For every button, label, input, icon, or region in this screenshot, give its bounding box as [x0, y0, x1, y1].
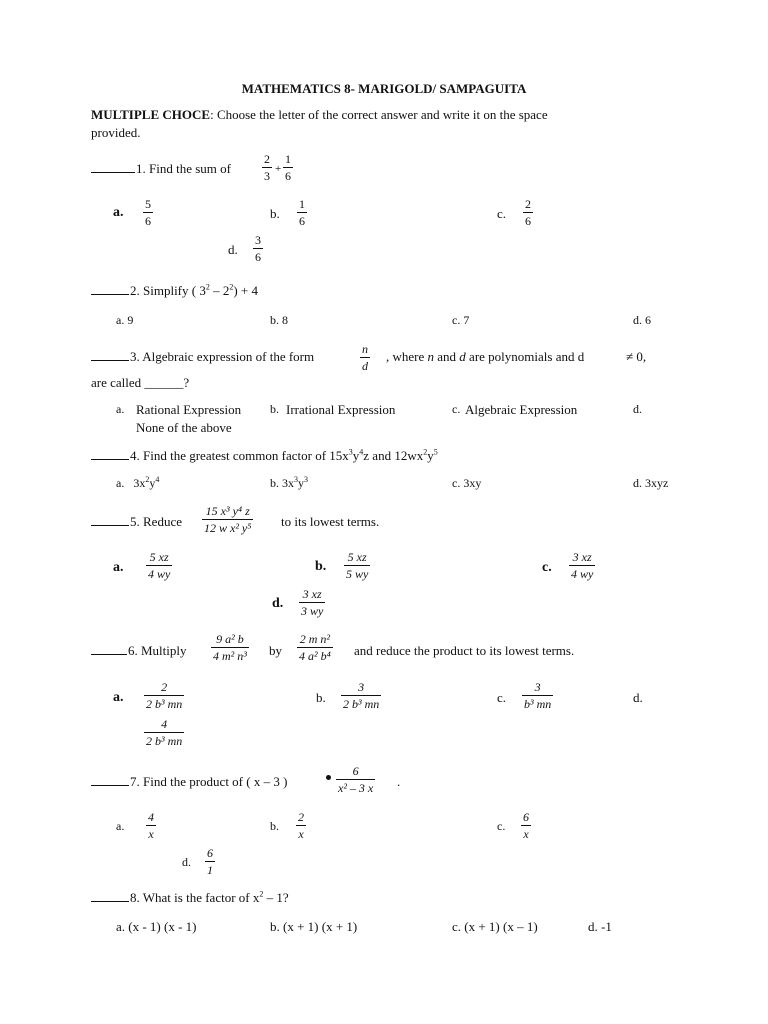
exponent: 2: [423, 447, 428, 457]
q1-option-a[interactable]: [143, 198, 153, 227]
question-3-stem-rest: [386, 350, 584, 363]
denominator: 3: [264, 169, 270, 183]
q7-option-d[interactable]: [205, 847, 215, 876]
text: y: [352, 448, 360, 463]
text: 3xyz: [645, 476, 669, 490]
denominator: 4 a² b⁴: [299, 649, 331, 663]
multiply-dot-icon: [326, 775, 331, 780]
question-1: [91, 162, 231, 175]
q6-option-d-letter: d.: [633, 690, 643, 705]
denominator: 12 w x² y⁵: [204, 521, 252, 535]
denominator: 2 b³ mn: [343, 697, 380, 711]
answer-blank[interactable]: [91, 458, 129, 460]
answer-blank[interactable]: [91, 900, 129, 902]
q7-fraction: [336, 765, 375, 794]
q3-option-d[interactable]: None of the above: [136, 420, 232, 435]
plus-sign: +: [275, 163, 282, 175]
question-2: [91, 284, 258, 297]
denominator: 2 b³ mn: [146, 734, 183, 748]
question-6: [91, 644, 187, 657]
numerator: 2: [264, 152, 270, 166]
by-word: by: [269, 643, 282, 658]
instructions-label: MULTIPLE CHOCE: [91, 107, 211, 122]
denominator: 1: [207, 863, 213, 877]
q7-option-a[interactable]: [146, 811, 156, 840]
question-5-stem-end: to its lowest terms.: [281, 514, 380, 529]
variable-d: d: [459, 349, 466, 364]
q3-option-c[interactable]: Algebraic Expression: [465, 402, 578, 417]
denominator: x: [523, 827, 529, 841]
question-4: [91, 449, 438, 462]
q3-option-b-letter: b.: [270, 402, 279, 416]
q3-option-d-letter: d.: [633, 402, 642, 416]
q6-option-b-letter: b.: [316, 690, 326, 705]
q7-option-c[interactable]: [521, 811, 531, 840]
text: y: [427, 448, 434, 463]
numerator: 3 xz: [572, 550, 592, 564]
denominator: 5 wy: [346, 567, 369, 581]
numerator: 3 xz: [302, 587, 322, 601]
denominator: 6: [299, 214, 305, 228]
numerator: 1: [285, 152, 291, 166]
numerator: 3: [358, 680, 365, 694]
question-6-stem: 6. Multiply: [128, 643, 187, 658]
q8-option-b[interactable]: b. (x + 1) (x + 1): [270, 919, 358, 934]
q4-option-d[interactable]: [633, 477, 668, 489]
exponent: 3: [294, 475, 298, 484]
numerator: 1: [299, 197, 305, 211]
denominator: 6: [145, 214, 151, 228]
q6-option-c-letter: c.: [497, 690, 507, 705]
q2-option-a[interactable]: a. 9: [116, 313, 134, 327]
question-2-stem: 2. Simplify ( 3: [130, 283, 206, 298]
option-letter: d.: [633, 476, 642, 490]
denominator: x: [148, 827, 154, 841]
q6-option-a[interactable]: [144, 681, 184, 710]
exponent: 3: [348, 447, 353, 457]
q1-fraction-1: [262, 153, 272, 182]
q5-option-d[interactable]: [299, 588, 325, 617]
numerator: 6: [352, 764, 359, 778]
question-8: [91, 891, 289, 904]
q6-option-d[interactable]: [144, 718, 184, 747]
instructions: [91, 108, 548, 121]
denominator: 6: [255, 250, 261, 264]
question-4-stem: 4. Find the greatest common factor of 15x: [130, 448, 349, 463]
numerator: 5: [145, 197, 151, 211]
q7-option-b[interactable]: [296, 811, 306, 840]
answer-blank[interactable]: [91, 784, 129, 786]
question-6-stem-end: and reduce the product to its lowest terms.: [354, 643, 575, 658]
exponent: 2: [229, 282, 234, 292]
q1-option-d-letter: d.: [228, 242, 238, 257]
q8-option-d[interactable]: d. -1: [588, 919, 612, 934]
q1-option-a-letter: a.: [113, 205, 124, 220]
question-7-stem: 7. Find the product of ( x – 3 ): [130, 774, 288, 789]
text: are polynomials and d: [465, 349, 585, 364]
q8-option-a[interactable]: a. (x - 1) (x - 1): [116, 919, 197, 934]
text: z and 12wx: [363, 448, 424, 463]
q7-option-b-letter: b.: [270, 819, 279, 833]
answer-blank[interactable]: [91, 293, 129, 295]
q2-option-d[interactable]: d. 6: [633, 313, 651, 327]
exponent: 3: [304, 475, 308, 484]
denominator: 6: [525, 214, 531, 228]
numerator: n: [362, 342, 368, 356]
q6-option-c[interactable]: [522, 681, 553, 710]
numerator: 15 x³ y⁴ z: [205, 504, 250, 518]
q3-option-b[interactable]: Irrational Expression: [286, 402, 396, 417]
denominator: x: [298, 827, 304, 841]
denominator: b³ mn: [524, 697, 552, 711]
exponent: 2: [205, 282, 210, 292]
q5-option-d-letter: d.: [272, 596, 284, 611]
answer-blank[interactable]: [91, 653, 127, 655]
instructions-line2: provided.: [91, 125, 141, 140]
answer-blank[interactable]: [91, 524, 129, 526]
exponent: 2: [145, 475, 150, 484]
q5-fraction: [202, 505, 253, 534]
question-7: [91, 775, 287, 788]
page-title: MATHEMATICS 8- MARIGOLD/ SAMPAGUITA: [241, 81, 527, 96]
denominator: 3 wy: [301, 604, 324, 618]
numerator: 4: [161, 717, 168, 731]
q1-option-c-letter: c.: [497, 206, 507, 221]
q4-option-c[interactable]: [452, 477, 481, 489]
q1-option-b[interactable]: [297, 198, 307, 227]
q3-option-c-letter: c.: [452, 402, 461, 416]
numerator: 2: [161, 680, 168, 694]
q2-option-c[interactable]: c. 7: [452, 313, 470, 327]
numerator: 4: [148, 810, 154, 824]
text: 3x: [133, 476, 146, 490]
numerator: 2: [298, 810, 304, 824]
text: and: [434, 349, 460, 364]
variable-n: n: [427, 349, 435, 364]
denominator: 6: [285, 169, 291, 183]
question-3-stem: 3. Algebraic expression of the form: [130, 349, 315, 364]
question-5: [91, 515, 182, 528]
denominator: 4 m² n³: [213, 649, 247, 663]
q1-fraction-2: [283, 153, 293, 182]
q1-option-b-letter: b.: [270, 206, 280, 221]
q7-option-c-letter: c.: [497, 819, 506, 833]
answer-blank[interactable]: [91, 359, 129, 361]
question-8-stem: 8. What is the factor of x: [130, 890, 260, 905]
q5-option-b-letter: b.: [315, 559, 327, 574]
q5-option-c[interactable]: [569, 551, 595, 580]
numerator: 6: [523, 810, 529, 824]
q6-option-b[interactable]: [341, 681, 381, 710]
option-letter: a.: [116, 476, 125, 490]
exponent: 4: [359, 447, 364, 457]
q2-option-b[interactable]: b. 8: [270, 313, 288, 327]
numerator: 3: [255, 233, 261, 247]
q1-option-c[interactable]: [523, 198, 533, 227]
q5-option-b[interactable]: [344, 551, 370, 580]
numerator: 6: [207, 846, 213, 860]
answer-blank[interactable]: [91, 171, 135, 173]
q6-fraction-2: [297, 633, 333, 662]
option-letter: c.: [452, 476, 461, 490]
q5-option-a[interactable]: [146, 551, 172, 580]
q6-option-a-letter: a.: [113, 690, 124, 705]
q5-option-c-letter: c.: [542, 560, 552, 575]
q4-option-a[interactable]: [116, 477, 159, 489]
q5-option-a-letter: a.: [113, 560, 124, 575]
numerator: 9 a² b: [216, 632, 244, 646]
denominator: x² – 3 x: [338, 781, 374, 795]
q3-fraction: [360, 343, 370, 372]
numerator: 2: [525, 197, 531, 211]
period: .: [397, 774, 401, 789]
q6-fraction-1: [211, 633, 249, 662]
option-letter: b.: [270, 476, 279, 490]
question-2-stem-end: ) + 4: [233, 283, 259, 298]
numerator: 2 m n²: [299, 632, 331, 646]
question-8-stem-end: – 1?: [263, 890, 289, 905]
numerator: 3: [534, 680, 541, 694]
text: y: [298, 476, 304, 490]
q3-option-a[interactable]: Rational Expression: [136, 402, 242, 417]
question-2-stem-mid: – 2: [209, 283, 230, 298]
exponent: 5: [433, 447, 438, 457]
question-1-stem: 1. Find the sum of: [136, 161, 231, 176]
question-3: [91, 350, 314, 363]
q7-option-a-letter: a.: [116, 819, 125, 833]
text: , where: [386, 349, 428, 364]
text: 3x: [282, 476, 294, 490]
exponent: 4: [155, 475, 160, 484]
q4-option-b[interactable]: [270, 477, 308, 489]
denominator: 4 wy: [148, 567, 171, 581]
not-equal-zero: ≠ 0,: [626, 349, 647, 364]
denominator: 4 wy: [571, 567, 594, 581]
numerator: 5 xz: [149, 550, 169, 564]
q1-option-d[interactable]: [253, 234, 263, 263]
q3-option-a-letter: a.: [116, 402, 125, 416]
numerator: 5 xz: [347, 550, 367, 564]
text: y: [149, 476, 156, 490]
exponent: 2: [259, 889, 264, 899]
text: 3xy: [463, 476, 482, 490]
denominator: d: [362, 359, 368, 373]
question-3-line2: are called ______?: [91, 375, 190, 390]
question-5-stem: 5. Reduce: [130, 514, 182, 529]
q8-option-c[interactable]: c. (x + 1) (x – 1): [452, 919, 538, 934]
q7-option-d-letter: d.: [182, 855, 191, 869]
instructions-text: : Choose the letter of the correct answer and write it on the space: [210, 107, 548, 122]
denominator: 2 b³ mn: [146, 697, 183, 711]
